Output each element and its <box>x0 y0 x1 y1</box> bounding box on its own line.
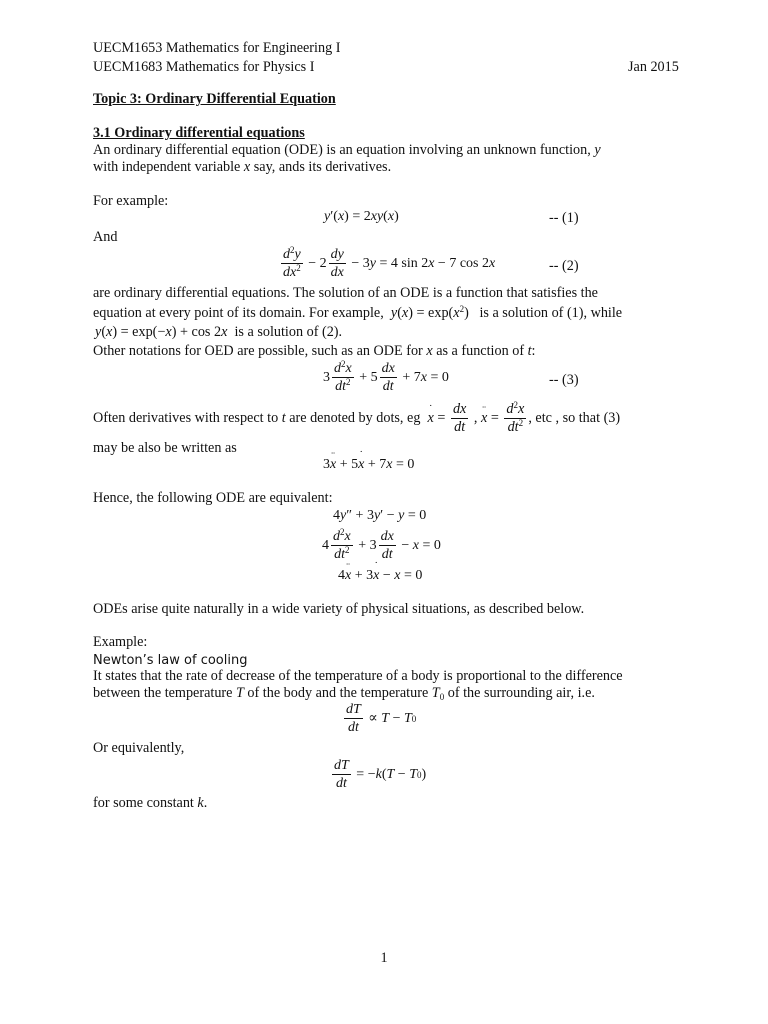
paragraph-dot-notation-cont: may be also be written as <box>93 440 237 456</box>
text: Other notations for OED are possible, such as an ODE for <box>93 343 427 359</box>
newton-paragraph-cont: between the temperature T of the body and the temperature $T_0$ of the surrounding air, i.e. <box>93 685 595 702</box>
equivalent-ode-3: 4 ¨ x + 3 ˙ x − x = 0 <box>338 567 422 584</box>
fraction: $\frac{dx}{dt}$ <box>452 401 467 435</box>
fraction: $\frac{dx}{dt}$ <box>381 361 395 394</box>
paragraph-ode-definition: An ordinary differential equation (ODE) is an equation involving an unknown function, y <box>93 142 601 158</box>
document-date: Jan 2015 <box>628 59 679 75</box>
text: is a solution of (1), while <box>479 305 623 321</box>
equation-label-3: -- (3) <box>549 372 579 388</box>
equation-label-1: -- (1) <box>549 210 579 226</box>
newton-proportional-equation: $\frac{dT}{dt}$ ∝ T − T 0 <box>346 702 417 735</box>
equivalent-ode-2: 4 $\frac{d^2x}{dt^2}$ + 3 $\frac{dx}{dt}$ − x = 0 <box>322 527 441 562</box>
for-example-label: For example: <box>93 193 169 209</box>
fraction: $\frac{dT}{dt}$ <box>346 702 361 735</box>
newton-heading: Newton’s law of cooling <box>93 653 248 668</box>
paragraph-solution: are ordinary differential equations. The solution of an ODE is a function that satisfies the <box>93 285 598 301</box>
text: of the body and the temperature <box>243 685 432 701</box>
constant-text: for some constant k. <box>93 795 208 811</box>
section-title: 3.1 Ordinary differential equations <box>93 125 305 141</box>
paragraph-ode-definition-cont: with independent variable x say, ands its derivatives. <box>93 159 392 175</box>
equation-3: 3 $\frac{d^2x}{dt^2}$ + 5 $\frac{dx}{dt}$ + 7 x = 0 <box>323 359 449 394</box>
text: as a function of <box>432 343 528 359</box>
fraction: $\frac{d^2x}{dt^2}$ <box>333 527 351 562</box>
text: for some constant <box>93 795 198 811</box>
text: , etc , so that (3) <box>528 410 621 426</box>
text: of the surrounding air, i.e. <box>444 685 595 701</box>
fraction: $\frac{d^2x}{dt^2}$ <box>506 400 525 435</box>
or-equivalently-text: Or equivalently, <box>93 740 185 756</box>
fraction: $\frac{dx}{dt}$ <box>380 529 394 562</box>
text: say, ands its derivatives. <box>250 159 392 175</box>
course-code-2: UECM1683 Mathematics for Physics I <box>93 59 315 75</box>
newton-paragraph: It states that the rate of decrease of the temperature of a body is proportional to the difference <box>93 668 623 684</box>
paragraph-solution-line2: equation at every point of its domain. For example, $y(x) = \exp(x^2)$ is a solution of (1), while <box>93 304 623 321</box>
equivalent-ode-1: 4 y ″ + 3 y ′ − y = 0 <box>333 508 427 523</box>
course-code-1: UECM1653 Mathematics for Engineering I <box>93 40 341 56</box>
example-label: Example: <box>93 634 148 650</box>
text: is a solution of (2). <box>234 324 343 340</box>
fraction: $\frac{dy}{dx}$ <box>330 247 344 280</box>
fraction: $\frac{d^2x}{dt^2}$ <box>334 359 352 394</box>
fraction: $\frac{dT}{dt}$ <box>334 758 349 791</box>
text: with independent variable <box>93 159 244 175</box>
paragraph-solution-line3: y(x) = exp(−x) + cos 2x is a solution of (2). <box>95 324 343 340</box>
hence-text: Hence, the following ODE are equivalent: <box>93 490 333 506</box>
topic-title: Topic 3: Ordinary Differential Equation <box>93 91 336 107</box>
text: are denoted by dots, eg <box>289 410 421 426</box>
and-label: And <box>93 229 118 245</box>
equation-label-2: -- (2) <box>549 258 579 274</box>
page-number: 1 <box>380 950 388 966</box>
text: An ordinary differential equation (ODE) is an equation involving an unknown function, <box>93 142 595 158</box>
odes-arise-text: ODEs arise quite naturally in a wide variety of physical situations, as described below. <box>93 601 585 617</box>
paragraph-notation: Other notations for OED are possible, such as an ODE for x as a function of t: <box>93 343 536 359</box>
text: equation at every point of its domain. For example, <box>93 305 384 321</box>
text: between the temperature <box>93 685 236 701</box>
newton-cooling-equation: $\frac{dT}{dt}$ = − k ( T − T 0 ) <box>334 758 427 791</box>
paragraph-dot-notation: Often derivatives with respect to t are denoted by dots, eg ˙ x = $\frac{dx}{dt}$ , ¨ x = $\frac{d^2x}{dt^2}$ , etc , so that (3) <box>93 402 620 435</box>
text: Often derivatives with respect to <box>93 410 279 426</box>
equation-2: $\frac{d^2y}{dx^2}$ − 2 $\frac{dy}{dx}$ − 3 y = 4 sin 2 x − 7 cos 2 x <box>283 245 496 280</box>
fraction: $\frac{d^2y}{dx^2}$ <box>283 245 301 280</box>
equation-dot-form: 3 ¨ x + 5 ˙ x + 7 x = 0 <box>323 456 414 473</box>
equation-1: y ′( x ) = 2 xy ( x ) <box>324 209 399 224</box>
